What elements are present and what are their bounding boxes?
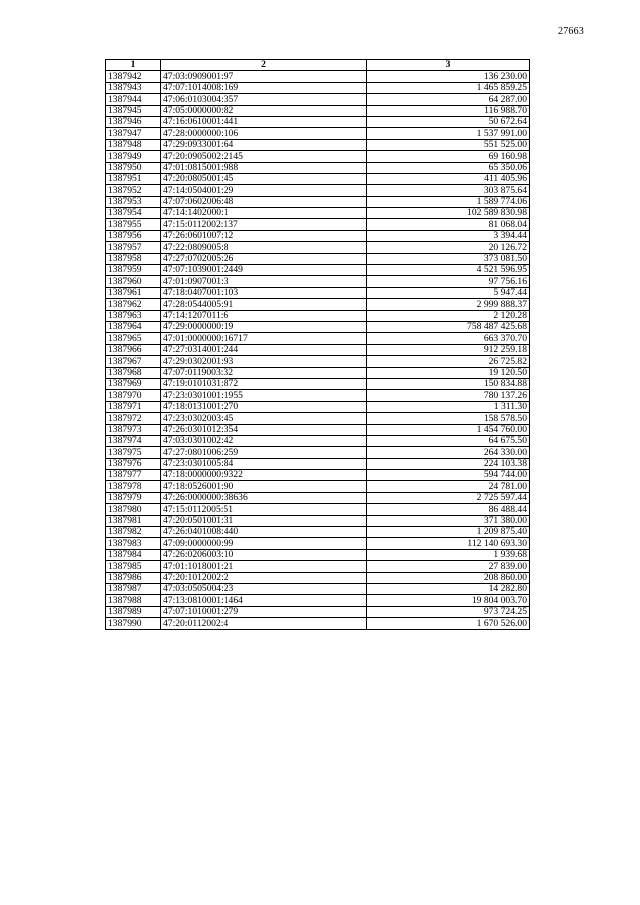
cadastral-value-cell: 24 781.00 (367, 481, 530, 492)
cadastral-number-cell: 47:14:0504001:29 (161, 185, 367, 196)
cadastral-number-cell: 47:20:0805001:45 (161, 173, 367, 184)
row-number-cell: 1387952 (106, 185, 161, 196)
table-row (106, 310, 530, 321)
cadastral-number-cell: 47:26:0401008:440 (161, 527, 367, 538)
row-number-cell: 1387958 (106, 253, 161, 264)
row-number-cell: 1387957 (106, 242, 161, 253)
row-number-cell: 1387942 (106, 71, 161, 82)
cadastral-value-cell: 411 405.96 (367, 173, 530, 184)
cadastral-value-cell: 1 465 859.25 (367, 82, 530, 93)
cadastral-number-cell: 47:20:1012002:2 (161, 572, 367, 583)
table-row (106, 219, 530, 230)
table-row (106, 105, 530, 116)
table-row (106, 173, 530, 184)
cadastral-number-cell: 47:28:0000000:106 (161, 128, 367, 139)
table-row (106, 515, 530, 526)
cadastral-value-cell: 112 140 693.30 (367, 538, 530, 549)
cadastral-value-cell: 97 756.16 (367, 276, 530, 287)
table-row (106, 435, 530, 446)
row-number-cell: 1387955 (106, 219, 161, 230)
cadastral-number-cell: 47:26:0301012:354 (161, 424, 367, 435)
cadastral-number-cell: 47:18:0526001:90 (161, 481, 367, 492)
cadastral-value-cell: 373 081.50 (367, 253, 530, 264)
cadastral-number-cell: 47:09:0000000:99 (161, 538, 367, 549)
table-row (106, 356, 530, 367)
cadastral-number-cell: 47:28:0544005:91 (161, 299, 367, 310)
table-row (106, 82, 530, 93)
cadastral-value-cell: 1 939.68 (367, 549, 530, 560)
cadastral-value-cell: 19 120.50 (367, 367, 530, 378)
table-row (106, 481, 530, 492)
table-row (106, 128, 530, 139)
table-row (106, 367, 530, 378)
table-row (106, 606, 530, 617)
cadastral-value-cell: 1 311.30 (367, 401, 530, 412)
row-number-cell: 1387953 (106, 196, 161, 207)
table-row (106, 470, 530, 481)
row-number-cell: 1387975 (106, 447, 161, 458)
table-row (106, 242, 530, 253)
cadastral-value-cell: 780 137.26 (367, 390, 530, 401)
cadastral-value-table (105, 59, 530, 630)
row-number-cell: 1387981 (106, 515, 161, 526)
table-row (106, 458, 530, 469)
cadastral-number-cell: 47:07:0119003:32 (161, 367, 367, 378)
cadastral-value-cell: 3 394.44 (367, 230, 530, 241)
table-row (106, 71, 530, 82)
row-number-cell: 1387962 (106, 299, 161, 310)
cadastral-number-cell: 47:13:0810001:1464 (161, 595, 367, 606)
table-row (106, 595, 530, 606)
cadastral-number-cell: 47:23:0301005:84 (161, 458, 367, 469)
cadastral-number-cell: 47:20:0501001:31 (161, 515, 367, 526)
cadastral-value-cell: 371 380.00 (367, 515, 530, 526)
cadastral-number-cell: 47:23:0301001:1955 (161, 390, 367, 401)
cadastral-number-cell: 47:01:1018001:21 (161, 561, 367, 572)
cadastral-number-cell: 47:15:0112005:51 (161, 504, 367, 515)
cadastral-number-cell: 47:07:1010001:279 (161, 606, 367, 617)
cadastral-value-cell: 224 103.38 (367, 458, 530, 469)
cadastral-number-cell: 47:29:0933001:64 (161, 139, 367, 150)
row-number-cell: 1387988 (106, 595, 161, 606)
cadastral-number-cell: 47:26:0000000:38636 (161, 492, 367, 503)
table-row (106, 572, 530, 583)
cadastral-value-cell: 1 537 991.00 (367, 128, 530, 139)
table-row (106, 401, 530, 412)
cadastral-number-cell: 47:15:0112002:137 (161, 219, 367, 230)
row-number-cell: 1387971 (106, 401, 161, 412)
cadastral-number-cell: 47:18:0000000:9322 (161, 470, 367, 481)
row-number-cell: 1387946 (106, 116, 161, 127)
cadastral-value-cell: 912 259.18 (367, 344, 530, 355)
table-row (106, 196, 530, 207)
row-number-cell: 1387961 (106, 287, 161, 298)
cadastral-value-cell: 102 589 830.98 (367, 208, 530, 219)
table-row (106, 230, 530, 241)
table-row (106, 299, 530, 310)
table-row (106, 208, 530, 219)
cadastral-number-cell: 47:23:0302003:45 (161, 413, 367, 424)
cadastral-value-cell: 64 287.00 (367, 94, 530, 105)
row-number-cell: 1387969 (106, 378, 161, 389)
cadastral-number-cell: 47:03:0505004:23 (161, 583, 367, 594)
cadastral-number-cell: 47:19:0101031:872 (161, 378, 367, 389)
row-number-cell: 1387949 (106, 151, 161, 162)
cadastral-number-cell: 47:03:0301002:42 (161, 435, 367, 446)
cadastral-value-cell: 116 988.70 (367, 105, 530, 116)
cadastral-value-cell: 50 672.64 (367, 116, 530, 127)
table-row (106, 116, 530, 127)
table-row (106, 561, 530, 572)
cadastral-value-cell: 208 860.00 (367, 572, 530, 583)
table-row (106, 390, 530, 401)
cadastral-value-cell: 758 487 425.68 (367, 321, 530, 332)
table-row (106, 527, 530, 538)
cadastral-number-cell: 47:26:0601007:12 (161, 230, 367, 241)
cadastral-value-cell: 663 370.70 (367, 333, 530, 344)
table-row (106, 504, 530, 515)
cadastral-value-cell: 20 126.72 (367, 242, 530, 253)
row-number-cell: 1387990 (106, 618, 161, 629)
row-number-cell: 1387982 (106, 527, 161, 538)
cadastral-value-cell: 4 521 596.95 (367, 265, 530, 276)
page-number: 27663 (558, 26, 584, 37)
table-header-row (106, 60, 530, 71)
cadastral-value-cell: 19 804 003.70 (367, 595, 530, 606)
row-number-cell: 1387987 (106, 583, 161, 594)
cadastral-number-cell: 47:29:0302001:93 (161, 356, 367, 367)
cadastral-number-cell: 47:29:0000000:19 (161, 321, 367, 332)
table-row (106, 424, 530, 435)
row-number-cell: 1387972 (106, 413, 161, 424)
cadastral-number-cell: 47:07:1039001:2449 (161, 265, 367, 276)
row-number-cell: 1387970 (106, 390, 161, 401)
table-row (106, 492, 530, 503)
cadastral-value-cell: 973 724.25 (367, 606, 530, 617)
cadastral-number-cell: 47:27:0314001:244 (161, 344, 367, 355)
cadastral-number-cell: 47:20:0905002:2145 (161, 151, 367, 162)
cadastral-number-cell: 47:22:0809005:8 (161, 242, 367, 253)
cadastral-value-cell: 1 454 760.00 (367, 424, 530, 435)
cadastral-value-cell: 150 834.88 (367, 378, 530, 389)
row-number-cell: 1387964 (106, 321, 161, 332)
row-number-cell: 1387950 (106, 162, 161, 173)
row-number-cell: 1387985 (106, 561, 161, 572)
cadastral-number-cell: 47:06:0103004:357 (161, 94, 367, 105)
row-number-cell: 1387965 (106, 333, 161, 344)
row-number-cell: 1387943 (106, 82, 161, 93)
cadastral-number-cell: 47:01:0000000:16717 (161, 333, 367, 344)
cadastral-value-cell: 14 282.80 (367, 583, 530, 594)
cadastral-value-cell: 5 947.44 (367, 287, 530, 298)
table-row (106, 538, 530, 549)
table-row (106, 333, 530, 344)
row-number-cell: 1387951 (106, 173, 161, 184)
row-number-cell: 1387944 (106, 94, 161, 105)
cadastral-number-cell: 47:14:1402000:1 (161, 208, 367, 219)
table-row (106, 287, 530, 298)
cadastral-value-cell: 158 578.50 (367, 413, 530, 424)
cadastral-value-cell: 1 209 875.40 (367, 527, 530, 538)
cadastral-value-cell: 136 230.00 (367, 71, 530, 82)
table-row (106, 618, 530, 629)
cadastral-value-cell: 81 068.04 (367, 219, 530, 230)
table-row (106, 151, 530, 162)
cadastral-value-cell: 2 999 888.37 (367, 299, 530, 310)
cadastral-number-cell: 47:27:0801006:259 (161, 447, 367, 458)
row-number-cell: 1387963 (106, 310, 161, 321)
cadastral-number-cell: 47:03:0909001:97 (161, 71, 367, 82)
table-body (106, 71, 530, 629)
table-row (106, 185, 530, 196)
column-header-cadastral-number: 2 (161, 60, 367, 71)
row-number-cell: 1387954 (106, 208, 161, 219)
cadastral-number-cell: 47:14:1207011:6 (161, 310, 367, 321)
row-number-cell: 1387956 (106, 230, 161, 241)
table-row (106, 413, 530, 424)
cadastral-number-cell: 47:07:0602006:48 (161, 196, 367, 207)
cadastral-number-cell: 47:05:0000000:82 (161, 105, 367, 116)
cadastral-number-cell: 47:26:0206003:10 (161, 549, 367, 560)
row-number-cell: 1387945 (106, 105, 161, 116)
table-row (106, 378, 530, 389)
table-row (106, 94, 530, 105)
cadastral-number-cell: 47:18:0407001:103 (161, 287, 367, 298)
cadastral-number-cell: 47:01:0815001:988 (161, 162, 367, 173)
table-row (106, 344, 530, 355)
row-number-cell: 1387974 (106, 435, 161, 446)
cadastral-value-cell: 69 160.98 (367, 151, 530, 162)
row-number-cell: 1387989 (106, 606, 161, 617)
row-number-cell: 1387980 (106, 504, 161, 515)
table-row (106, 549, 530, 560)
cadastral-number-cell: 47:20:0112002:4 (161, 618, 367, 629)
table-row (106, 276, 530, 287)
row-number-cell: 1387984 (106, 549, 161, 560)
row-number-cell: 1387978 (106, 481, 161, 492)
table-row (106, 253, 530, 264)
cadastral-value-cell: 303 875.64 (367, 185, 530, 196)
row-number-cell: 1387977 (106, 470, 161, 481)
table-row (106, 321, 530, 332)
row-number-cell: 1387948 (106, 139, 161, 150)
row-number-cell: 1387968 (106, 367, 161, 378)
cadastral-number-cell: 47:01:0907001:3 (161, 276, 367, 287)
cadastral-number-cell: 47:16:0610001:441 (161, 116, 367, 127)
cadastral-value-cell: 594 744.00 (367, 470, 530, 481)
table-row (106, 583, 530, 594)
row-number-cell: 1387986 (106, 572, 161, 583)
row-number-cell: 1387979 (106, 492, 161, 503)
table-row (106, 139, 530, 150)
row-number-cell: 1387983 (106, 538, 161, 549)
cadastral-value-cell: 27 839.00 (367, 561, 530, 572)
row-number-cell: 1387973 (106, 424, 161, 435)
row-number-cell: 1387947 (106, 128, 161, 139)
row-number-cell: 1387976 (106, 458, 161, 469)
table-row (106, 265, 530, 276)
cadastral-value-cell: 2 725 597.44 (367, 492, 530, 503)
column-header-number: 1 (106, 60, 161, 71)
cadastral-value-cell: 64 675.50 (367, 435, 530, 446)
row-number-cell: 1387966 (106, 344, 161, 355)
cadastral-value-cell: 86 488.44 (367, 504, 530, 515)
cadastral-number-cell: 47:18:0131001:270 (161, 401, 367, 412)
cadastral-value-cell: 1 670 526.00 (367, 618, 530, 629)
row-number-cell: 1387960 (106, 276, 161, 287)
cadastral-value-cell: 1 589 774.06 (367, 196, 530, 207)
cadastral-value-cell: 26 725.82 (367, 356, 530, 367)
cadastral-value-cell: 65 350.06 (367, 162, 530, 173)
cadastral-value-cell: 264 330.00 (367, 447, 530, 458)
cadastral-number-cell: 47:27:0702005:26 (161, 253, 367, 264)
cadastral-number-cell: 47:07:1014008:169 (161, 82, 367, 93)
table-row (106, 162, 530, 173)
column-header-value: 3 (367, 60, 530, 71)
cadastral-value-cell: 2 120.28 (367, 310, 530, 321)
cadastral-value-cell: 551 525.00 (367, 139, 530, 150)
row-number-cell: 1387959 (106, 265, 161, 276)
row-number-cell: 1387967 (106, 356, 161, 367)
table-row (106, 447, 530, 458)
